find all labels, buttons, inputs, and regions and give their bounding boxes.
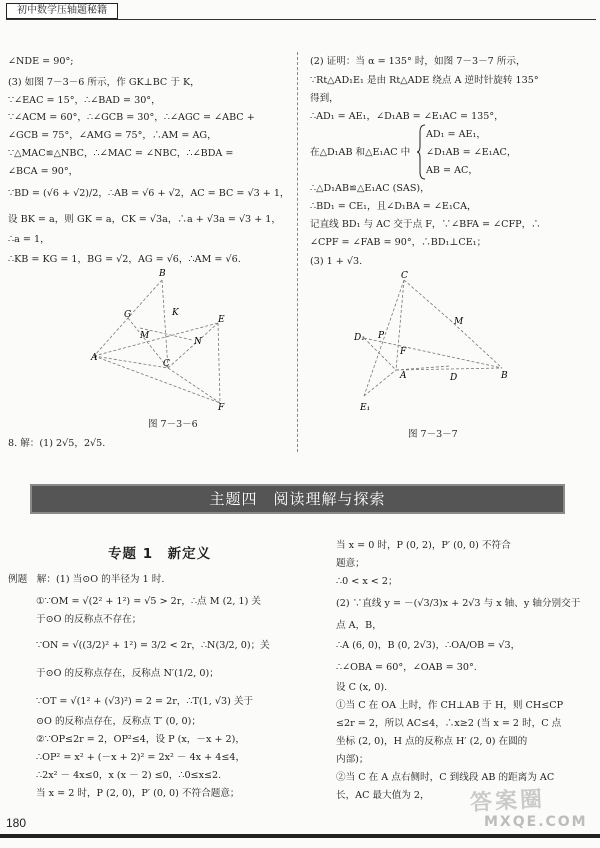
label-C: C (401, 271, 408, 281)
book-title-header: 初中数学压轴题秘籍 (6, 3, 118, 19)
label-D1: D₁ (354, 333, 365, 343)
segment-GC (128, 318, 168, 368)
label-M: M (140, 331, 150, 341)
text-line: 坐标 (2, 0)，H 点的反称点 H′ (2, 0) 在圆的 (336, 736, 528, 747)
text-line: ①∵OM = √(2² + 1²) = √5 > 2r，∴点 M (2, 1) 关 (36, 596, 261, 607)
segment-EF (218, 323, 220, 403)
watermark-logo: 答案圈 (469, 787, 546, 816)
figure-caption-7-3-6: 图 7－3－6 (148, 419, 198, 430)
text-line: ∠D₁AB = ∠E₁AC， (426, 147, 517, 158)
text-line: (3) 1 + √3. (310, 256, 363, 267)
label-E: E (218, 315, 225, 325)
segment-CM (404, 280, 450, 320)
label-F: F (218, 403, 225, 413)
segment-E1A (364, 370, 396, 396)
label-E1: E₁ (360, 403, 371, 413)
text-line: ∵BD = (√6 + √2)/2，∴AB = √6 + √2，AC = BC = √3 + 1， (8, 188, 290, 199)
text-line: 内部)； (336, 754, 369, 765)
footer-rule (0, 834, 600, 838)
label-N: N (194, 337, 202, 347)
segment-D1A (364, 338, 396, 370)
text-line: ∠CPF = ∠FAB = 90°，∴BD₁⊥CE₁； (310, 237, 487, 248)
text-line: ∵∠EAC = 15°，∴∠BAD = 30°， (8, 95, 161, 106)
text-line: 得到， (310, 93, 339, 104)
text-line: ∴2x² － 4x≤0，x (x － 2) ≤0，∴0≤x≤2. (36, 770, 222, 781)
label-C: C (163, 359, 170, 369)
text-line: 点 A，B， (336, 620, 382, 631)
text-line: 长，AC 最大值为 2， (336, 790, 430, 801)
section-title: 专题 1 新定义 (108, 546, 212, 562)
column-divider (297, 52, 298, 452)
text-line: ②∵OP≤2r = 2，OP²≤4，设 P (x，－x + 2)， (36, 734, 245, 745)
text-line: (2) 证明：当 α = 135° 时，如图 7－3－7 所示， (310, 56, 526, 67)
label-B: B (159, 269, 166, 279)
text-line: AB = AC， (426, 165, 478, 176)
text-line: ∴0 < x < 2； (336, 576, 398, 587)
answer-8: 8. 解：(1) 2√5，2√5. (8, 438, 106, 449)
segment-AF (94, 356, 220, 403)
watermark-url: MXQE.COM (484, 814, 588, 830)
text-line: 于⊙O 的反称点不存在； (36, 614, 142, 625)
text-line: ∴A (6, 0)，B (0, 2√3)，∴OA/OB = √3， (336, 640, 521, 651)
text-line: ∵Rt△AD₁E₁ 是由 Rt△ADE 绕点 A 逆时针旋转 135° (310, 75, 539, 86)
segment-MB (450, 320, 502, 368)
text-line: (2) ∵直线 y = －(√3/3)x + 2√3 与 x 轴、y 轴分别交于 (336, 598, 581, 609)
text-line: 于⊙O 的反称点存在，反称点 N′(1/2, 0)； (36, 668, 219, 679)
text-line: 当 x = 0 时，P (0, 2)，P′ (0, 0) 不符合 (336, 540, 511, 551)
text-line: ∠GCB = 75°，∠AMG = 75°，∴AM = AG， (8, 130, 217, 141)
text-line: ②当 C 在 A 点右侧时，C 到线段 AB 的距离为 AC (336, 772, 555, 783)
theme-banner: 主题四 阅读理解与探索 (30, 484, 565, 514)
text-line: ∴∠OBA = 60°，∠OAB = 30°. (336, 662, 477, 673)
text-line: ①当 C 在 OA 上时，作 CH⊥AB 于 H，则 CH≤CP (336, 700, 564, 711)
label-K: K (172, 308, 179, 318)
page-number: 180 (6, 816, 27, 830)
text-line: ∴AD₁ = AE₁，∠D₁AB = ∠E₁AC = 135°， (310, 111, 504, 122)
text-line: ∴OP² = x² + (－x + 2)² = 2x² － 4x + 4≤4， (36, 752, 246, 763)
text-line: ∵OT = √(1² + (√3)²) = 2 = 2r，∴T(1, √3) 关于 (36, 696, 254, 707)
segment-CF (168, 368, 220, 403)
text-line: 当 x = 2 时，P (2, 0)，P′ (0, 0) 不符合题意； (36, 788, 240, 799)
text-line: ⊙O 的反称点存在，反称点 T′ (0, 0)； (36, 716, 201, 727)
text-line: ∠BCA = 90°， (8, 166, 79, 177)
text-line: 记直线 BD₁ 与 AC 交于点 F，∵∠BFA = ∠CFP，∴ (310, 219, 541, 230)
figure-7-3-6 (80, 268, 280, 418)
text-line: ∵△MAC≌△NBC，∴∠MAC = ∠NBC，∴∠BDA = (8, 148, 234, 159)
text-line: 设 C (x, 0). (336, 682, 388, 693)
text-line: ∴KB = KG = 1，BG = √2，AG = √6，∴AM = √6. (8, 254, 241, 265)
segment-D1B (364, 338, 502, 368)
label-F: F (400, 347, 407, 357)
text-line: (3) 如图 7－3－6 所示，作 GK⊥BC 于 K， (8, 77, 200, 88)
text-line: ≤2r = 2，所以 AC≤4，∴x≥2 (当 x = 2 时，C 点 (336, 718, 562, 729)
label-D: D (450, 373, 458, 383)
label-B: B (501, 371, 508, 381)
text-line: ∴BD₁ = CE₁，且∠D₁BA = ∠E₁CA， (310, 201, 477, 212)
label-G: G (124, 310, 132, 320)
label-A: A (400, 371, 407, 381)
figure-7-3-7 (350, 268, 520, 418)
text-line: 例题 解：(1) 当⊙O 的半径为 1 时. (8, 574, 165, 585)
text-line: ∴△D₁AB≌△E₁AC (SAS)， (310, 183, 430, 194)
text-line: ∵ON = √((3/2)² + 1²) = 3/2 < 2r，∴N(3/2, 0)；关 (36, 640, 270, 651)
text-line: AD₁ = AE₁， (426, 129, 486, 140)
text-line: 题意； (336, 558, 365, 569)
label-A: A (91, 353, 98, 363)
label-M: M (454, 317, 464, 327)
text-line: 设 BK = a，则 GK = a，CK = √3a，∴a + √3a = √3 + 1， (8, 214, 281, 225)
segment-AC (94, 356, 168, 368)
text-line: ∴a = 1， (8, 234, 50, 245)
brace-icon (416, 124, 426, 180)
text-line: 在△D₁AB 和△E₁AC 中 (310, 147, 411, 158)
text-line: ∠NDE = 90°; (8, 56, 74, 67)
segment-BC (162, 280, 168, 368)
figure-caption-7-3-7: 图 7－3－7 (408, 429, 458, 440)
text-line: ∵∠ACM = 60°，∴∠GCB = 30°，∴∠AGC = ∠ABC + (8, 112, 255, 123)
header-rule (6, 19, 596, 20)
label-P: P (378, 331, 385, 341)
